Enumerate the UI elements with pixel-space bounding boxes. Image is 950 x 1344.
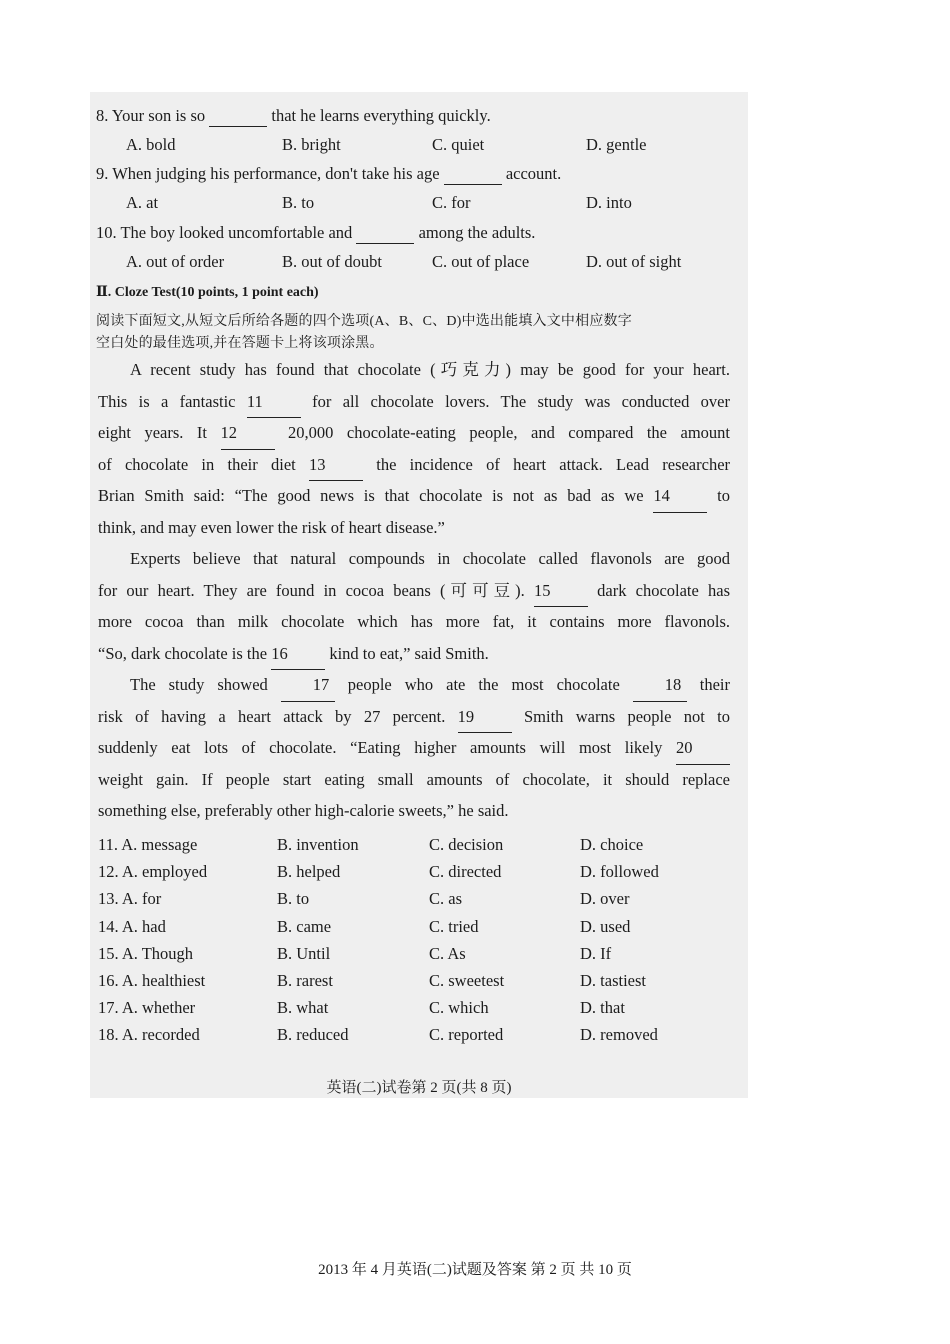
option-a: A. at [126,193,159,212]
passage-line: Brian Smith said: “The good news is that chocolate is not as bad as we 14 to [98,480,730,512]
passage-line: “So, dark chocolate is the 16 kind to eat,” said Smith. [98,638,730,670]
passage-line: risk of having a heart attack by 27 percent. 19 Smith warns people not to [98,701,730,733]
option-d: D. into [586,193,632,212]
question-number: 10. [96,223,117,242]
option-a: 18. A. recorded [98,1025,200,1045]
blank-19: 19 [458,701,512,734]
question-number: 9. [96,164,109,183]
question-text: Your son is so [111,106,206,125]
question-8 [96,106,491,127]
option-d: D. used [580,916,631,936]
option-d: D. over [580,889,630,909]
blank-16: 16 [271,638,325,671]
blank-15: 15 [534,575,588,608]
question-text: that he learns everything quickly. [271,106,491,125]
answer-blank [444,164,502,185]
passage-line: The study showed 17 people who ate the most chocolate 18 their [98,669,730,701]
option-d: D. followed [580,862,659,882]
option-b: B. rarest [277,971,333,990]
option-a: 16. A. healthiest [98,971,206,990]
option-a: 12. A. employed [98,862,208,882]
blank-11: 11 [247,386,301,419]
option-d: D. out of sight [586,252,682,271]
option-d: D. If [580,943,612,963]
option-c: C. reported [429,1025,504,1045]
option-a: 13. A. for [98,889,162,909]
option-b: B. helped [277,862,341,882]
blank-13: 13 [309,449,363,482]
option-a: 15. A. Though [98,943,194,963]
blank-20: 20 [676,732,730,765]
passage-line: more cocoa than milk chocolate which has more fat, it contains more flavonols. [98,612,730,631]
blank-12: 12 [221,417,275,450]
option-d: D. tastiest [580,971,646,990]
passage-line: of chocolate in their diet 13 the incidence of heart attack. Lead researcher [98,449,730,481]
option-b: B. to [277,889,310,909]
section-instructions: 空白处的最佳选项,并在答题卡上将该项涂黑。 [96,336,384,351]
option-b: B. invention [277,835,359,854]
option-c: C. As [429,943,466,963]
answer-blank [209,106,267,127]
option-a: A. out of order [126,252,225,271]
passage-line: something else, preferably other high-calorie sweets,” he said. [98,801,509,820]
option-c: C. quiet [432,135,485,154]
scanned-exam-page [90,92,748,1098]
section-heading: Ⅱ. Cloze Test(10 points, 1 point each) [96,285,319,300]
option-d: D. that [580,998,625,1018]
passage-line: A recent study has found that chocolate (巧克力) may be good for your heart. [130,360,730,379]
cloze-passage [98,354,730,827]
option-a: 14. A. had [98,916,166,936]
question-9 [96,164,561,185]
option-c: C. decision [429,835,504,854]
option-b: B. bright [282,135,341,154]
option-c: C. as [429,889,462,909]
passage-line: think, and may even lower the risk of heart disease.” [98,517,445,537]
blank-18: 18 [633,669,687,702]
option-b: B. out of doubt [282,252,382,271]
question-text: When judging his performance, don't take his age [112,164,440,183]
question-number: 8. [96,106,109,125]
option-b: B. what [277,998,329,1018]
option-b: B. to [282,193,315,212]
passage-line: Experts believe that natural compounds in chocolate called flavonols are good [130,549,730,568]
option-a: 17. A. whether [98,998,196,1018]
passage-line: This is a fantastic 11 for all chocolate lovers. The study was conducted over [98,386,730,418]
passage-line: suddenly eat lots of chocolate. “Eating higher amounts will most likely 20 [98,732,730,764]
option-c: C. for [432,193,471,212]
blank-17: 17 [281,669,335,702]
question-text: among the adults. [418,223,536,242]
blank-14: 14 [653,480,707,513]
option-d: D. choice [580,835,644,854]
question-text: The boy looked uncomfortable and [120,223,353,242]
scan-page-footer: 英语(二)试卷第 2 页(共 8 页) [326,1080,512,1096]
option-c: C. tried [429,916,479,936]
option-d: D. gentle [586,135,647,154]
option-c: C. sweetest [429,971,505,990]
question-text: account. [505,164,562,183]
option-b: B. came [277,916,332,936]
option-b: B. Until [277,943,331,963]
document-page-footer: 2013 年 4 月英语(二)试题及答案 第 2 页 共 10 页 [318,1262,632,1278]
option-b: B. reduced [277,1025,349,1045]
answer-blank [356,223,414,244]
option-d: D. removed [580,1025,658,1045]
option-c: C. which [429,998,489,1018]
passage-line: for our heart. They are found in cocoa beans (可可豆). 15 dark chocolate has [98,575,730,607]
option-c: C. out of place [432,252,530,271]
option-c: C. directed [429,862,502,882]
option-a: 11. A. message [98,835,198,854]
passage-line: weight gain. If people start eating small amounts of chocolate, it should replace [98,769,730,789]
section-instructions: 阅读下面短文,从短文后所给各题的四个选项(A、B、C、D)中选出能填入文中相应数字 [96,314,632,329]
passage-line: eight years. It 12 20,000 chocolate-eating people, and compared the amount [98,417,730,449]
option-a: A. bold [126,135,176,154]
question-10 [96,223,535,244]
